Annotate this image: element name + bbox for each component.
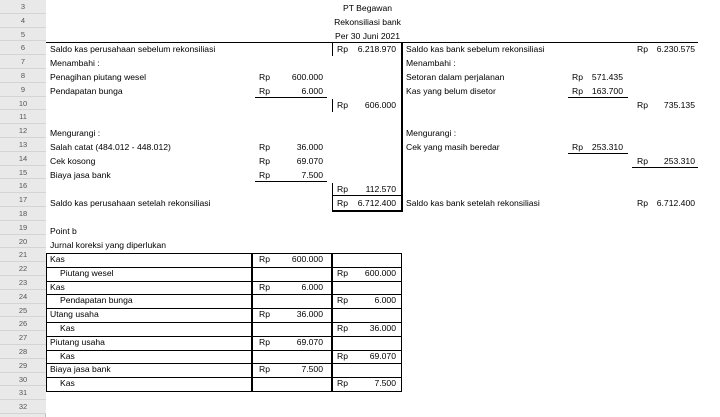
journal-cell-credit bbox=[332, 281, 402, 296]
left-sub-total-underline bbox=[332, 195, 401, 196]
row-header[interactable]: 5 bbox=[0, 28, 46, 42]
journal-debit-cur: Rp bbox=[259, 281, 270, 292]
row-header[interactable]: 8 bbox=[0, 69, 46, 83]
right-add-underline bbox=[568, 97, 628, 98]
left-add-total-cur: Rp bbox=[337, 100, 348, 110]
row-header[interactable]: 21 bbox=[0, 248, 46, 262]
journal-debit-cur: Rp bbox=[259, 254, 270, 264]
right-sub-item-label: Cek yang masih beredar bbox=[406, 142, 500, 152]
right-final-label: Saldo kas bank setelah rekonsiliasi bbox=[406, 198, 540, 208]
left-add-item-cur: Rp bbox=[259, 86, 270, 96]
left-saldo-label: Saldo kas perusahaan sebelum rekonsiliasi bbox=[50, 44, 216, 54]
journal-debit-value: 600.000 bbox=[291, 254, 323, 264]
row-header[interactable]: 24 bbox=[0, 290, 46, 304]
journal-debit-value: 36.000 bbox=[296, 309, 323, 320]
center-divider bbox=[401, 43, 403, 212]
journal-debit-value: 6.000 bbox=[301, 281, 323, 292]
row-header[interactable]: 22 bbox=[0, 262, 46, 276]
journal-account: Kas bbox=[60, 378, 75, 389]
row-header[interactable]: 6 bbox=[0, 41, 46, 55]
company-name: PT Begawan bbox=[342, 3, 393, 13]
left-add-item-value: 600.000 bbox=[291, 72, 323, 82]
row-header[interactable]: 14 bbox=[0, 152, 46, 166]
right-add-label: Menambahi : bbox=[406, 58, 456, 68]
journal-cell-credit bbox=[332, 363, 402, 378]
left-add-total: 606.000 bbox=[364, 100, 396, 110]
left-sub-item-value: 36.000 bbox=[296, 142, 323, 152]
left-sub-item-cur: Rp bbox=[259, 170, 270, 180]
row-header[interactable]: 29 bbox=[0, 359, 46, 373]
journal-cell-debit bbox=[252, 377, 332, 392]
right-add-item-cur: Rp bbox=[572, 72, 583, 82]
row-header[interactable]: 16 bbox=[0, 179, 46, 193]
left-add-label: Menambahi : bbox=[50, 58, 100, 68]
journal-account: Pendapatan bunga bbox=[60, 295, 133, 306]
row-header[interactable]: 11 bbox=[0, 110, 46, 124]
journal-credit-value: 600.000 bbox=[364, 267, 396, 278]
row-header[interactable]: 15 bbox=[0, 166, 46, 180]
journal-credit-cur: Rp bbox=[337, 378, 348, 389]
left-final-cur: Rp bbox=[337, 198, 348, 208]
journal-debit-cur: Rp bbox=[259, 336, 270, 347]
journal-cell-debit bbox=[252, 322, 332, 337]
journal-account: Kas bbox=[50, 281, 65, 292]
left-sub-item-value: 7.500 bbox=[301, 170, 323, 180]
left-final-value: 6.712.400 bbox=[357, 198, 396, 208]
right-sub-item-cur: Rp bbox=[572, 142, 583, 152]
row-header[interactable]: 13 bbox=[0, 138, 46, 152]
right-add-total-cur: Rp bbox=[637, 100, 648, 110]
row-header[interactable]: 27 bbox=[0, 331, 46, 345]
point-label: Point b bbox=[50, 226, 77, 236]
journal-cell-debit bbox=[252, 294, 332, 309]
journal-account: Piutang usaha bbox=[50, 336, 105, 347]
journal-cell-credit bbox=[332, 336, 402, 351]
right-sub-total-underline bbox=[632, 167, 698, 168]
right-sub-label: Mengurangi : bbox=[406, 128, 457, 138]
right-add-item-label: Setoran dalam perjalanan bbox=[406, 72, 505, 82]
right-sub-underline bbox=[568, 153, 628, 154]
left-saldo-cur: Rp bbox=[337, 44, 348, 54]
journal-account: Utang usaha bbox=[50, 309, 99, 320]
left-final-double-rule bbox=[332, 210, 402, 212]
journal-cell-credit bbox=[332, 253, 402, 268]
journal-account: Piutang wesel bbox=[60, 267, 114, 278]
row-header[interactable]: 12 bbox=[0, 124, 46, 138]
row-header[interactable]: 3 bbox=[0, 0, 46, 14]
journal-credit-cur: Rp bbox=[337, 323, 348, 333]
journal-debit-cur: Rp bbox=[259, 364, 270, 375]
row-header[interactable]: 32 bbox=[0, 400, 46, 414]
journal-cell-credit bbox=[332, 308, 402, 323]
journal-credit-value: 69.070 bbox=[369, 350, 396, 361]
row-header[interactable]: 18 bbox=[0, 207, 46, 221]
left-add-item-cur: Rp bbox=[259, 72, 270, 82]
journal-debit-value: 69.070 bbox=[296, 336, 323, 347]
journal-cell-debit bbox=[252, 350, 332, 365]
right-final-value: 6.712.400 bbox=[656, 198, 695, 208]
row-header[interactable]: 31 bbox=[0, 386, 46, 400]
left-col-border bbox=[332, 183, 333, 211]
left-col-border bbox=[332, 43, 333, 56]
row-header[interactable]: 25 bbox=[0, 304, 46, 318]
left-sub-item-cur: Rp bbox=[259, 142, 270, 152]
journal-credit-value: 7.500 bbox=[374, 378, 396, 389]
right-add-item-cur: Rp bbox=[572, 86, 583, 96]
right-final-cur: Rp bbox=[637, 198, 648, 208]
row-header[interactable]: 17 bbox=[0, 193, 46, 207]
journal-debit-cur: Rp bbox=[259, 309, 270, 320]
journal-account: Kas bbox=[50, 254, 65, 264]
left-sub-item-cur: Rp bbox=[259, 156, 270, 166]
row-header[interactable]: 4 bbox=[0, 14, 46, 28]
journal-credit-cur: Rp bbox=[337, 267, 348, 278]
left-sub-total: 112.570 bbox=[365, 184, 396, 194]
left-add-underline bbox=[255, 97, 327, 98]
journal-title: Jurnal koreksi yang diperlukan bbox=[50, 240, 167, 250]
right-saldo-cur: Rp bbox=[637, 44, 648, 54]
row-header[interactable]: 9 bbox=[0, 83, 46, 97]
left-add-item-label: Penagihan piutang wesel bbox=[50, 72, 147, 82]
row-header[interactable]: 28 bbox=[0, 345, 46, 359]
left-add-item-label: Pendapatan bunga bbox=[50, 86, 123, 96]
journal-credit-cur: Rp bbox=[337, 295, 348, 306]
left-sub-label: Mengurangi : bbox=[50, 128, 101, 138]
row-header[interactable]: 20 bbox=[0, 235, 46, 249]
right-sub-total: 253.310 bbox=[663, 156, 695, 166]
right-sub-item-value: 253.310 bbox=[591, 142, 623, 152]
journal-account: Kas bbox=[60, 323, 75, 333]
journal-debit-value: 7.500 bbox=[301, 364, 323, 375]
left-sub-item-value: 69.070 bbox=[296, 156, 323, 166]
right-saldo-value: 6.230.575 bbox=[656, 44, 695, 54]
journal-credit-cur: Rp bbox=[337, 350, 348, 361]
row-header[interactable]: 19 bbox=[0, 221, 46, 235]
left-sub-item-label: Salah catat (484.012 - 448.012) bbox=[50, 142, 171, 152]
journal-credit-value: 36.000 bbox=[369, 323, 396, 333]
row-header[interactable]: 10 bbox=[0, 97, 46, 111]
right-add-total: 735.135 bbox=[663, 100, 695, 110]
left-sub-item-label: Biaya jasa bank bbox=[50, 170, 111, 180]
right-add-item-value: 571.435 bbox=[591, 72, 623, 82]
left-sub-underline bbox=[255, 181, 327, 182]
report-date: Per 30 Juni 2021 bbox=[335, 31, 400, 41]
right-sub-total-cur: Rp bbox=[637, 156, 648, 166]
left-saldo-value: 6.218.970 bbox=[357, 44, 396, 54]
left-add-item-value: 6.000 bbox=[301, 86, 323, 96]
left-final-label: Saldo kas perusahaan setelah rekonsiliasi bbox=[50, 198, 211, 208]
right-add-item-value: 163.700 bbox=[591, 86, 623, 96]
journal-account: Biaya jasa bank bbox=[50, 364, 111, 375]
row-header[interactable]: 23 bbox=[0, 276, 46, 290]
right-saldo-label: Saldo kas bank sebelum rekonsiliasi bbox=[406, 44, 545, 54]
report-title: Rekonsiliasi bank bbox=[334, 17, 401, 27]
left-sub-item-label: Cek kosong bbox=[50, 156, 96, 166]
right-add-item-label: Kas yang belum disetor bbox=[406, 86, 496, 96]
left-sub-total-cur: Rp bbox=[337, 184, 348, 194]
journal-account: Kas bbox=[60, 350, 75, 361]
journal-credit-value: 6.000 bbox=[374, 295, 396, 306]
row-header[interactable]: 26 bbox=[0, 317, 46, 331]
left-col-border bbox=[332, 99, 333, 112]
journal-cell-debit bbox=[252, 267, 332, 282]
row-header[interactable]: 30 bbox=[0, 373, 46, 387]
row-header[interactable]: 7 bbox=[0, 55, 46, 69]
